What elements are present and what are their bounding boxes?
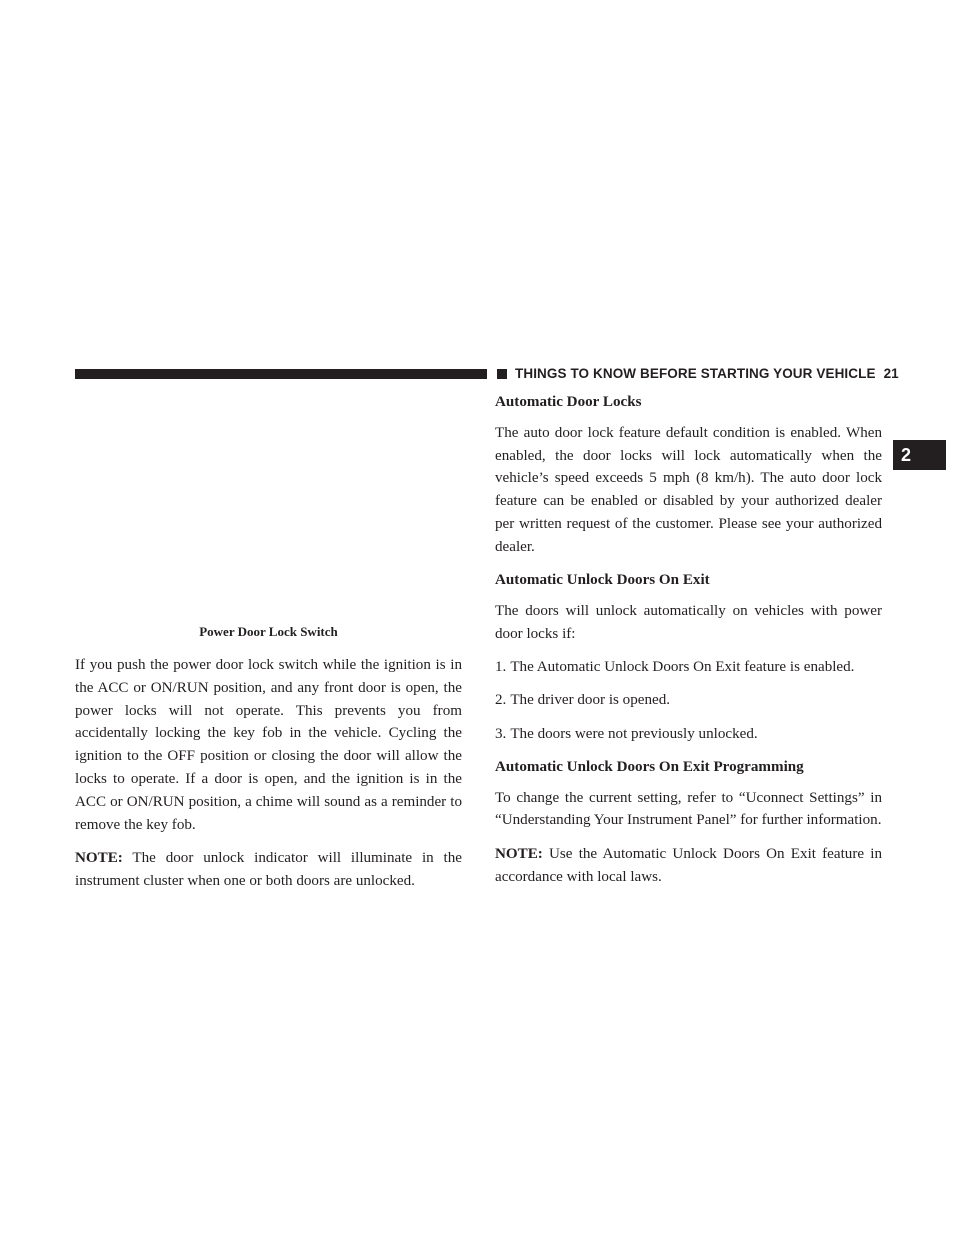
- list-item: [495, 723, 882, 746]
- left-column: [75, 654, 462, 903]
- note-text: Use the Automatic Unlock Doors On Exit feature in accordance with local laws.: [495, 845, 882, 885]
- chapter-tab: 2: [893, 440, 946, 470]
- section-heading: Automatic Unlock Doors On Exit Programming: [495, 758, 804, 775]
- list-text: The doors were not previously unlocked.: [510, 725, 758, 742]
- header-rule-block: [497, 369, 507, 379]
- section-title: THINGS TO KNOW BEFORE STARTING YOUR VEHICLE: [515, 366, 876, 381]
- body-paragraph: If you push the power door lock switch while the ignition is in the ACC or ON/RUN position, and any front door is open, the power locks will not operate. This prevents you from accidentally locking the key fob in the vehicle. Cycling the ignition to the OFF position or closing the door will allow the locks to operate. If a door is open, and the ignition is in the ACC or ON/RUN position, a chime will sound as a reminder to remove the key fob.: [75, 657, 462, 833]
- page-number: 21: [883, 366, 899, 381]
- right-column: [495, 391, 882, 899]
- figure-image-area: [75, 385, 462, 615]
- running-header: [515, 366, 899, 382]
- list-number: 3.: [495, 725, 507, 742]
- note-paragraph: [495, 843, 882, 889]
- body-paragraph: To change the current setting, refer to “Uconnect Settings” in “Understanding Your Instrument Panel” for further information.: [495, 789, 882, 829]
- body-paragraph: The doors will unlock automatically on vehicles with power door locks if:: [495, 602, 882, 642]
- body-paragraph: The auto door lock feature default condition is enabled. When enabled, the door locks will lock automatically when the vehicle’s speed exceeds 5 mph (8 km/h). The auto door lock feature can be enabled or disabled by your authorized dealer per written request of the customer. Please see your authorized dealer.: [495, 424, 882, 555]
- note-label: NOTE:: [75, 849, 123, 866]
- list-number: 2.: [495, 692, 507, 709]
- figure-caption: Power Door Lock Switch: [199, 624, 338, 639]
- list-item: [495, 689, 882, 712]
- list-item: [495, 656, 882, 679]
- list-text: The Automatic Unlock Doors On Exit feature is enabled.: [510, 658, 855, 675]
- list-number: 1.: [495, 658, 507, 675]
- note-paragraph: [75, 847, 462, 893]
- section-heading: Automatic Door Locks: [495, 394, 642, 410]
- header-bar: [75, 369, 487, 379]
- list-text: The driver door is opened.: [510, 692, 671, 709]
- note-text: The door unlock indicator will illuminate in the instrument cluster when one or both doors are unlocked.: [75, 849, 462, 889]
- section-heading: Automatic Unlock Doors On Exit: [495, 572, 710, 589]
- note-label: NOTE:: [495, 845, 543, 862]
